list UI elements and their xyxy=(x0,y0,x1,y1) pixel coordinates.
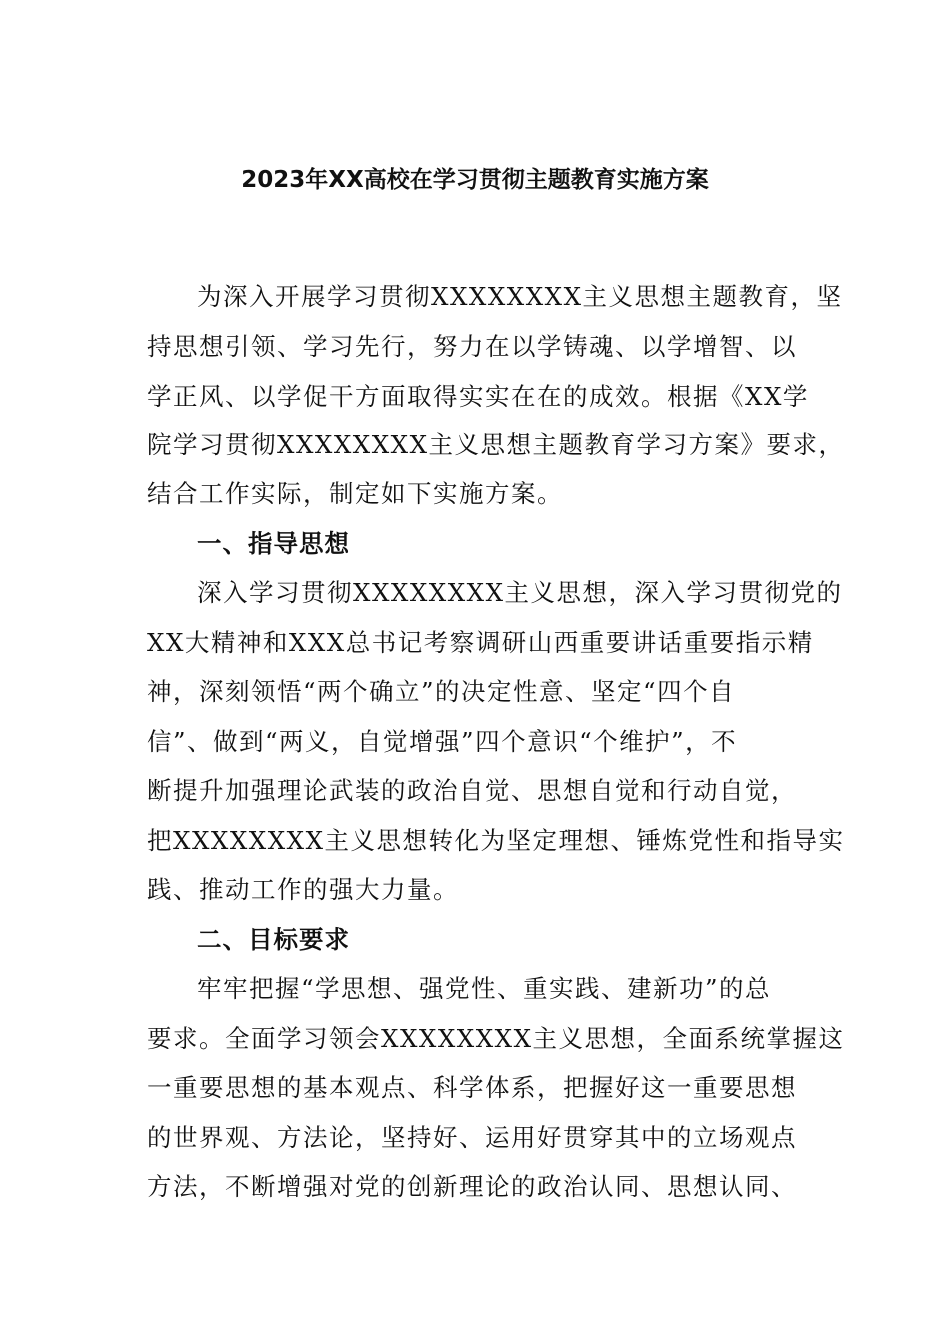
paragraph-line: 践、推动工作的强大力量。 xyxy=(147,875,459,904)
paragraph-line: XX大精神和XXX总书记考察调研山西重要讲话重要指示精 xyxy=(147,628,814,657)
paragraph-line: 结合工作实际，制定如下实施方案。 xyxy=(147,479,563,508)
paragraph-line: 的世界观、方法论，坚持好、运用好贯穿其中的立场观点 xyxy=(147,1123,797,1152)
paragraph-line: 持思想引领、学习先行，努力在以学铸魂、以学增智、以 xyxy=(147,332,797,361)
paragraph-line: 断提升加强理论武装的政治自觉、思想自觉和行动自觉， xyxy=(147,776,797,805)
paragraph-line: 学正风、以学促干方面取得实实在在的成效。根据《XX学 xyxy=(147,382,809,411)
paragraph-line: 把XXXXXXXX主义思想转化为坚定理想、锤炼党性和指导实 xyxy=(147,826,845,855)
paragraph-line: 院学习贯彻XXXXXXXX主义思想主题教育学习方案》要求， xyxy=(147,430,845,459)
paragraph-line: 牢牢把握“学思想、强党性、重实践、建新功”的总 xyxy=(197,974,772,1003)
section-heading: 一、指导思想 xyxy=(197,529,350,558)
paragraph-line: 方法，不断增强对党的创新理论的政治认同、思想认同、 xyxy=(147,1172,797,1201)
paragraph-line: 深入学习贯彻XXXXXXXX主义思想，深入学习贯彻党的 xyxy=(197,578,843,607)
section-heading: 二、目标要求 xyxy=(197,925,350,954)
paragraph-line: 为深入开展学习贯彻XXXXXXXX主义思想主题教育，坚 xyxy=(197,282,843,311)
paragraph-line: 一重要思想的基本观点、科学体系，把握好这一重要思想 xyxy=(147,1073,797,1102)
paragraph-line: 信”、做到“两义，自觉增强”四个意识“个维护”，不 xyxy=(147,727,738,756)
paragraph-line: 神，深刻领悟“两个确立”的决定性意、坚定“四个自 xyxy=(147,677,736,706)
document-title: 2023年XX高校在学习贯彻主题教育实施方案 xyxy=(241,167,709,193)
paragraph-line: 要求。全面学习领会XXXXXXXX主义思想，全面系统掌握这 xyxy=(147,1024,845,1053)
